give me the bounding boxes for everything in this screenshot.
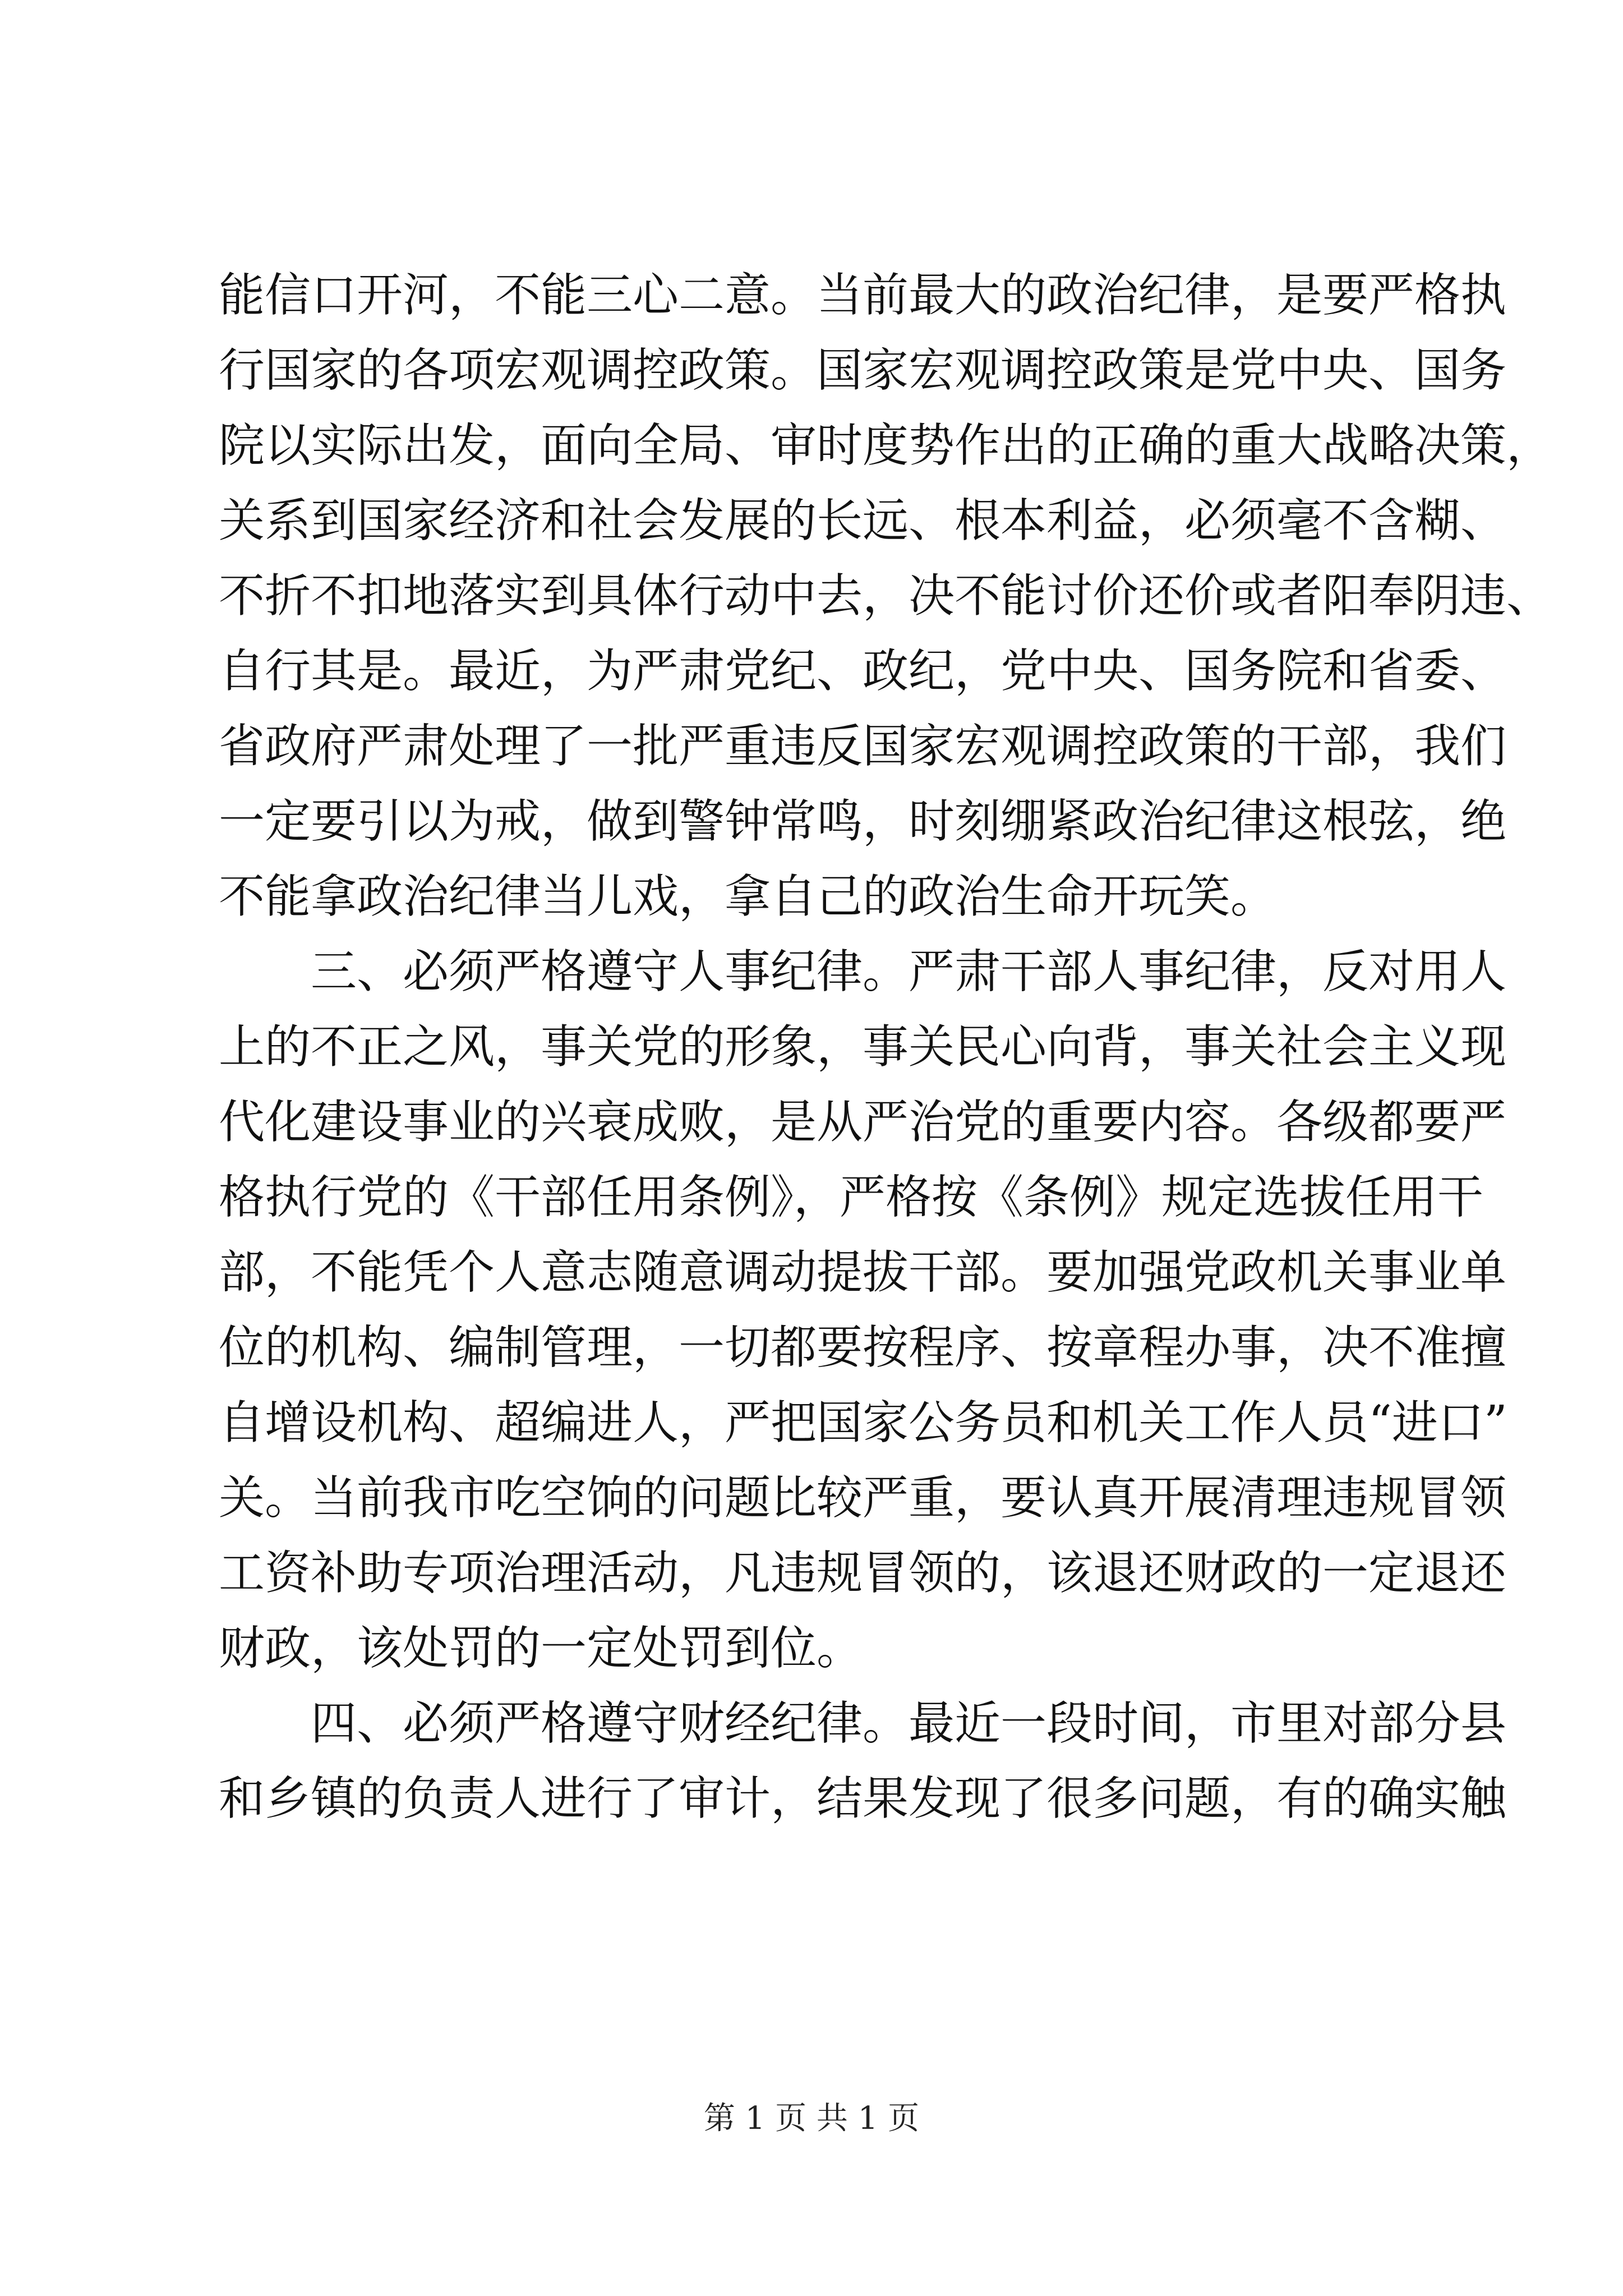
text-line: 不能拿政治纪律当儿戏，拿自己的政治生命开玩笑。 — [219, 870, 1277, 923]
text-line: 位的机构、编制管理，一切都要按程序、按章程办事，决不准擅 — [219, 1321, 1507, 1374]
text-line: 关。当前我市吃空饷的问题比较严重，要认真开展清理违规冒领 — [219, 1471, 1507, 1525]
text-line: 四、必须严格遵守财经纪律。最近一段时间，市里对部分县 — [311, 1697, 1507, 1750]
text-line: 关系到国家经济和社会发展的长远、根本利益，必须毫不含糊、 — [219, 494, 1507, 547]
text-line: 上的不正之风，事关党的形象，事关民心向背，事关社会主义现 — [219, 1020, 1507, 1074]
text-line: 工资补助专项治理活动，凡违规冒领的，该退还财政的一定退还 — [219, 1547, 1507, 1600]
text-line: 三、必须严格遵守人事纪律。严肃干部人事纪律，反对用人 — [311, 945, 1507, 999]
text-line: 院以实际出发，面向全局、审时度势作出的正确的重大战略决策， — [219, 419, 1553, 472]
paragraph-political-discipline — [219, 258, 1553, 935]
text-line: 和乡镇的负责人进行了审计，结果发现了很多问题，有的确实触 — [219, 1772, 1507, 1825]
page-number-footer: 第 1 页 共 1 页 — [703, 2100, 920, 2137]
text-line: 代化建设事业的兴衰成败，是从严治党的重要内容。各级都要严 — [219, 1096, 1507, 1149]
text-line: 能信口开河，不能三心二意。当前最大的政治纪律，是要严格执 — [219, 269, 1507, 322]
text-line: 不折不扣地落实到具体行动中去，决不能讨价还价或者阳奉阴违、 — [219, 569, 1553, 623]
paragraph-financial-discipline — [219, 1686, 1507, 1837]
document-body — [219, 258, 1553, 1837]
text-line: 自行其是。最近，为严肃党纪、政纪，党中央、国务院和省委、 — [219, 645, 1507, 698]
text-line: 一定要引以为戒，做到警钟常鸣，时刻绷紧政治纪律这根弦，绝 — [219, 795, 1507, 848]
text-line: 格执行党的《干部任用条例》，严格按《条例》规定选拔任用干 — [219, 1171, 1484, 1224]
paragraph-personnel-discipline — [219, 935, 1507, 1686]
text-line: 自增设机构、超编进人，严把国家公务员和机关工作人员“进口” — [219, 1396, 1507, 1450]
text-line: 部，不能凭个人意志随意调动提拔干部。要加强党政机关事业单 — [219, 1246, 1507, 1299]
text-line: 省政府严肃处理了一批严重违反国家宏观调控政策的干部，我们 — [219, 720, 1507, 773]
text-line: 行国家的各项宏观调控政策。国家宏观调控政策是党中央、国务 — [219, 344, 1507, 397]
text-line: 财政，该处罚的一定处罚到位。 — [219, 1622, 863, 1675]
